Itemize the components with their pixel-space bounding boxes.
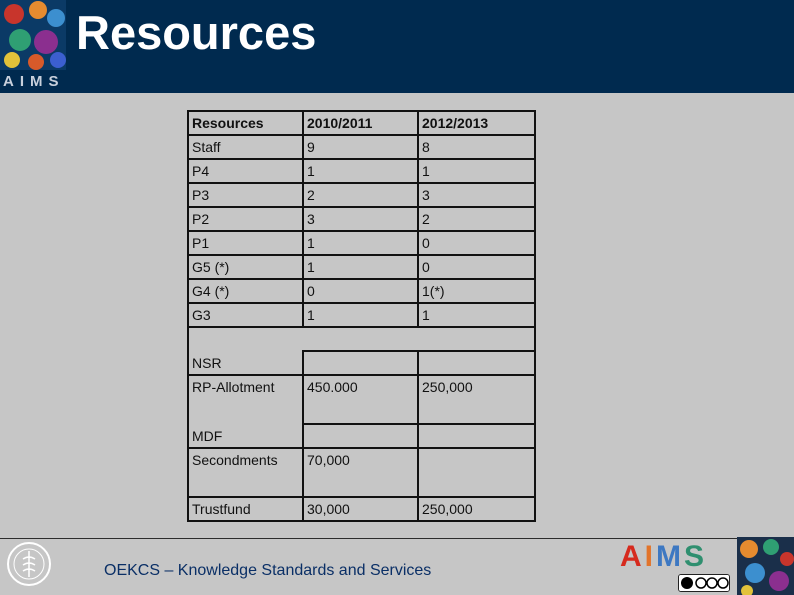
- table-cell: Trustfund: [188, 497, 303, 521]
- resources-table: [187, 110, 536, 522]
- table-header-cell: 2012/2013: [418, 111, 535, 135]
- table-cell: 250,000: [418, 375, 535, 424]
- aims-letter: M: [656, 540, 685, 573]
- table-cell: 1: [418, 303, 535, 327]
- table-cell: 1: [303, 255, 418, 279]
- table-cell: 0: [418, 231, 535, 255]
- table-cell: RP-Allotment: [188, 375, 303, 424]
- aims-letter: A: [620, 540, 645, 573]
- fao-logo-icon: [6, 541, 52, 587]
- table-cell: G4 (*): [188, 279, 303, 303]
- table-cell: 9: [303, 135, 418, 159]
- table-row: [188, 255, 535, 279]
- table-cell: [303, 424, 418, 448]
- table-cell: 2: [418, 207, 535, 231]
- table-cell: P3: [188, 183, 303, 207]
- table-cell: Secondments: [188, 448, 303, 497]
- aims-mosaic-icon: [737, 537, 794, 595]
- table-cell: MDF: [188, 424, 303, 448]
- table-row: [188, 135, 535, 159]
- table-cell: 250,000: [418, 497, 535, 521]
- aims-brand-text: AIMS: [3, 73, 65, 90]
- table-cell: Staff: [188, 135, 303, 159]
- header-bar: [0, 0, 794, 93]
- table-row: [188, 375, 535, 424]
- table-cell: [188, 327, 535, 351]
- table-row: [188, 279, 535, 303]
- table-row: [188, 183, 535, 207]
- table-cell: 1: [303, 303, 418, 327]
- table-row: [188, 497, 535, 521]
- table-cell: [418, 351, 535, 375]
- table-cell: 3: [303, 207, 418, 231]
- table-row-spacer: [188, 327, 535, 351]
- table-cell: 0: [418, 255, 535, 279]
- aims-letter: S: [684, 540, 708, 573]
- table-cell: 1: [303, 231, 418, 255]
- table-row: [188, 231, 535, 255]
- page-title: Resources: [76, 6, 317, 59]
- table-row: [188, 159, 535, 183]
- table-cell: 70,000: [303, 448, 418, 497]
- table-cell: P4: [188, 159, 303, 183]
- creative-commons-icon: [678, 574, 730, 592]
- table-cell: 1: [418, 159, 535, 183]
- table-cell: [418, 424, 535, 448]
- table-cell: 1(*): [418, 279, 535, 303]
- table-cell: [303, 351, 418, 375]
- footer-text: OEKCS – Knowledge Standards and Services: [104, 562, 432, 579]
- table-cell: 30,000: [303, 497, 418, 521]
- table-header-cell: 2010/2011: [303, 111, 418, 135]
- table-cell: P1: [188, 231, 303, 255]
- footer-divider: [0, 538, 794, 539]
- table-cell: G5 (*): [188, 255, 303, 279]
- table-cell: [418, 448, 535, 497]
- table-cell: P2: [188, 207, 303, 231]
- aims-letter: I: [644, 540, 657, 573]
- table-cell: G3: [188, 303, 303, 327]
- table-header-row: [188, 111, 535, 135]
- table-row: [188, 424, 535, 448]
- table-cell: 1: [303, 159, 418, 183]
- aims-mosaic-icon: [0, 0, 66, 70]
- table-row: [188, 303, 535, 327]
- table-cell: 8: [418, 135, 535, 159]
- table-cell: 2: [303, 183, 418, 207]
- table-row: [188, 207, 535, 231]
- table-row: [188, 351, 535, 375]
- table-cell: NSR: [188, 351, 303, 375]
- table-cell: 450.000: [303, 375, 418, 424]
- table-header-cell: Resources: [188, 111, 303, 135]
- table-cell: 0: [303, 279, 418, 303]
- table-cell: 3: [418, 183, 535, 207]
- aims-footer-logo: [620, 540, 707, 574]
- table-row: [188, 448, 535, 497]
